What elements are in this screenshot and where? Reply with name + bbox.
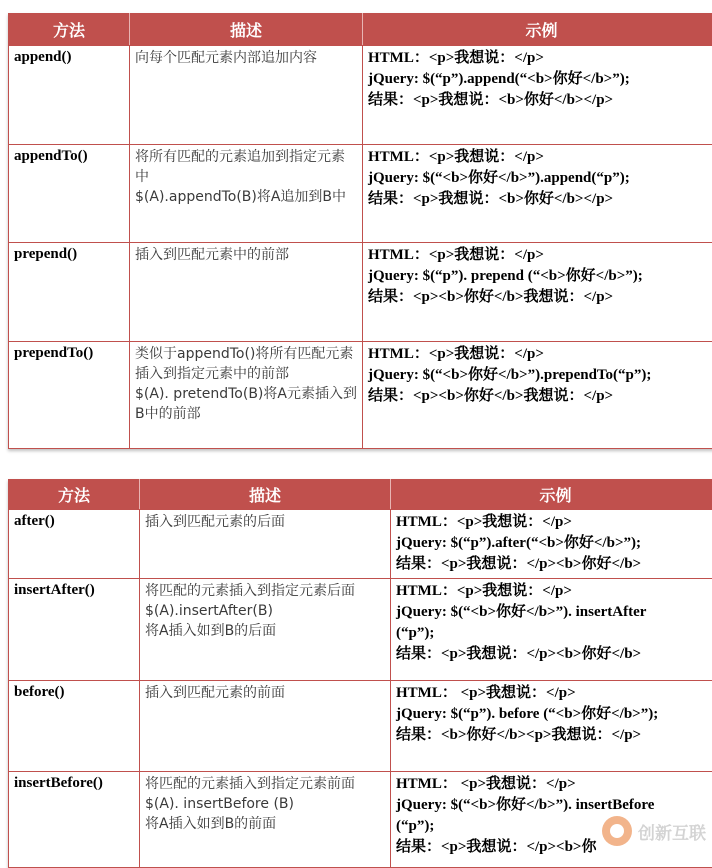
- method-cell: [9, 145, 130, 243]
- example-result-line: 结果：<p><b>你好</b>我想说：</p>: [368, 287, 712, 308]
- example-cell: [363, 243, 712, 342]
- description-cell: [130, 46, 363, 145]
- example-cell: [363, 145, 712, 243]
- example-result-line: 结果：<p>我想说：</p><b>你好</b>: [396, 554, 712, 575]
- example-cell: [363, 342, 712, 449]
- watermark-text: 创新互联: [638, 819, 706, 844]
- example-html-line: HTML：<p>我想说：</p>: [396, 512, 712, 533]
- example-jquery-line: jQuery: $(“<b>你好</b>”). insertBefore: [396, 795, 712, 816]
- header-method: 方法: [9, 14, 130, 46]
- method-name: prependTo(): [14, 344, 124, 362]
- method-name: appendTo(): [14, 147, 124, 165]
- description-text: 将匹配的元素插入到指定元素后面: [145, 581, 385, 601]
- example-result-line: 结果：<p>我想说：</p><b>你好</b>: [396, 644, 712, 665]
- example-result-line: 结果：<p>我想说：</p><b>你: [396, 837, 712, 858]
- example-cell: [391, 510, 712, 579]
- table-row: [9, 243, 712, 342]
- description-text: $(A). insertBefore (B): [145, 794, 385, 814]
- logo-icon: [602, 816, 632, 846]
- description-text: 插入到匹配元素的后面: [145, 512, 385, 532]
- example-result-line: 结果：<p>我想说：<b>你好</b></p>: [368, 189, 712, 210]
- example-cell: [363, 46, 712, 145]
- example-jquery-line: jQuery: $(“<b>你好</b>”). insertAfter: [396, 602, 712, 623]
- description-text: 插入到匹配元素的前面: [145, 683, 385, 703]
- method-name: after(): [14, 512, 134, 530]
- description-text: $(A).insertAfter(B): [145, 601, 385, 621]
- table-header-row: [9, 14, 712, 46]
- header-example: 示例: [391, 480, 712, 510]
- description-cell: [130, 243, 363, 342]
- example-result-line: 结果：<b>你好</b><p>我想说：</p>: [396, 725, 712, 746]
- method-cell: [9, 772, 140, 868]
- method-name: before(): [14, 683, 134, 701]
- description-cell: [140, 579, 391, 681]
- example-html-line: HTML：<p>我想说：</p>: [396, 581, 712, 602]
- description-text: 向每个匹配元素内部追加内容: [135, 48, 357, 68]
- table-row: [9, 145, 712, 243]
- example-html-line: HTML：<p>我想说：</p>: [368, 147, 712, 168]
- description-cell: [130, 145, 363, 243]
- example-html-line: HTML： <p>我想说：</p>: [396, 683, 712, 704]
- watermark-logo: [602, 816, 706, 846]
- method-name: append(): [14, 48, 124, 66]
- description-text: 将A插入如到B的前面: [145, 814, 385, 834]
- example-jquery-line: jQuery: $(“<b>你好</b>”).append(“p”);: [368, 168, 712, 189]
- example-jquery-line: jQuery: $(“p”).after(“<b>你好</b>”);: [396, 533, 712, 554]
- method-name: insertAfter(): [14, 581, 134, 599]
- table-row: [9, 579, 712, 681]
- example-html-line: HTML：<p>我想说：</p>: [368, 344, 712, 365]
- description-cell: [130, 342, 363, 449]
- method-cell: [9, 46, 130, 145]
- description-cell: [140, 681, 391, 772]
- example-html-line: HTML：<p>我想说：</p>: [368, 245, 712, 266]
- example-html-line: HTML： <p>我想说：</p>: [396, 774, 712, 795]
- description-text: 将匹配的元素插入到指定元素前面: [145, 774, 385, 794]
- method-cell: [9, 681, 140, 772]
- table-row: [9, 681, 712, 772]
- methods-table-1: [8, 13, 712, 449]
- description-text: 插入到匹配元素中的前部: [135, 245, 357, 265]
- header-example: 示例: [363, 14, 712, 46]
- example-jquery-line-cont: (“p”);: [396, 623, 712, 644]
- example-jquery-line: jQuery: $(“p”). prepend (“<b>你好</b>”);: [368, 266, 712, 287]
- table-header-row: [9, 480, 712, 510]
- example-jquery-line: jQuery: $(“<b>你好</b>”).prependTo(“p”);: [368, 365, 712, 386]
- table-row: [9, 46, 712, 145]
- description-text: $(A).appendTo(B)将A追加到B中: [135, 187, 357, 207]
- method-cell: [9, 342, 130, 449]
- methods-table-2: [8, 479, 712, 868]
- description-text: 将A插入如到B的后面: [145, 621, 385, 641]
- example-jquery-line: jQuery: $(“p”).append(“<b>你好</b>”);: [368, 69, 712, 90]
- method-cell: [9, 243, 130, 342]
- example-jquery-line-cont: (“p”);: [396, 816, 712, 837]
- example-result-line: 结果：<p><b>你好</b>我想说：</p>: [368, 386, 712, 407]
- example-cell: [391, 681, 712, 772]
- example-html-line: HTML：<p>我想说：</p>: [368, 48, 712, 69]
- table-row: [9, 342, 712, 449]
- description-text: 类似于appendTo()将所有匹配元素插入到指定元素中的前部: [135, 344, 357, 384]
- header-description: 描述: [140, 480, 391, 510]
- example-cell: [391, 579, 712, 681]
- example-jquery-line: jQuery: $(“p”). before (“<b>你好</b>”);: [396, 704, 712, 725]
- method-name: insertBefore(): [14, 774, 134, 792]
- header-method: 方法: [9, 480, 140, 510]
- method-cell: [9, 579, 140, 681]
- description-cell: [140, 772, 391, 868]
- description-cell: [140, 510, 391, 579]
- method-name: prepend(): [14, 245, 124, 263]
- example-result-line: 结果：<p>我想说：<b>你好</b></p>: [368, 90, 712, 111]
- description-text: 将所有匹配的元素追加到指定元素中: [135, 147, 357, 187]
- header-description: 描述: [130, 14, 363, 46]
- table-row: [9, 510, 712, 579]
- method-cell: [9, 510, 140, 579]
- description-text: $(A). pretendTo(B)将A元素插入到B中的前部: [135, 384, 357, 424]
